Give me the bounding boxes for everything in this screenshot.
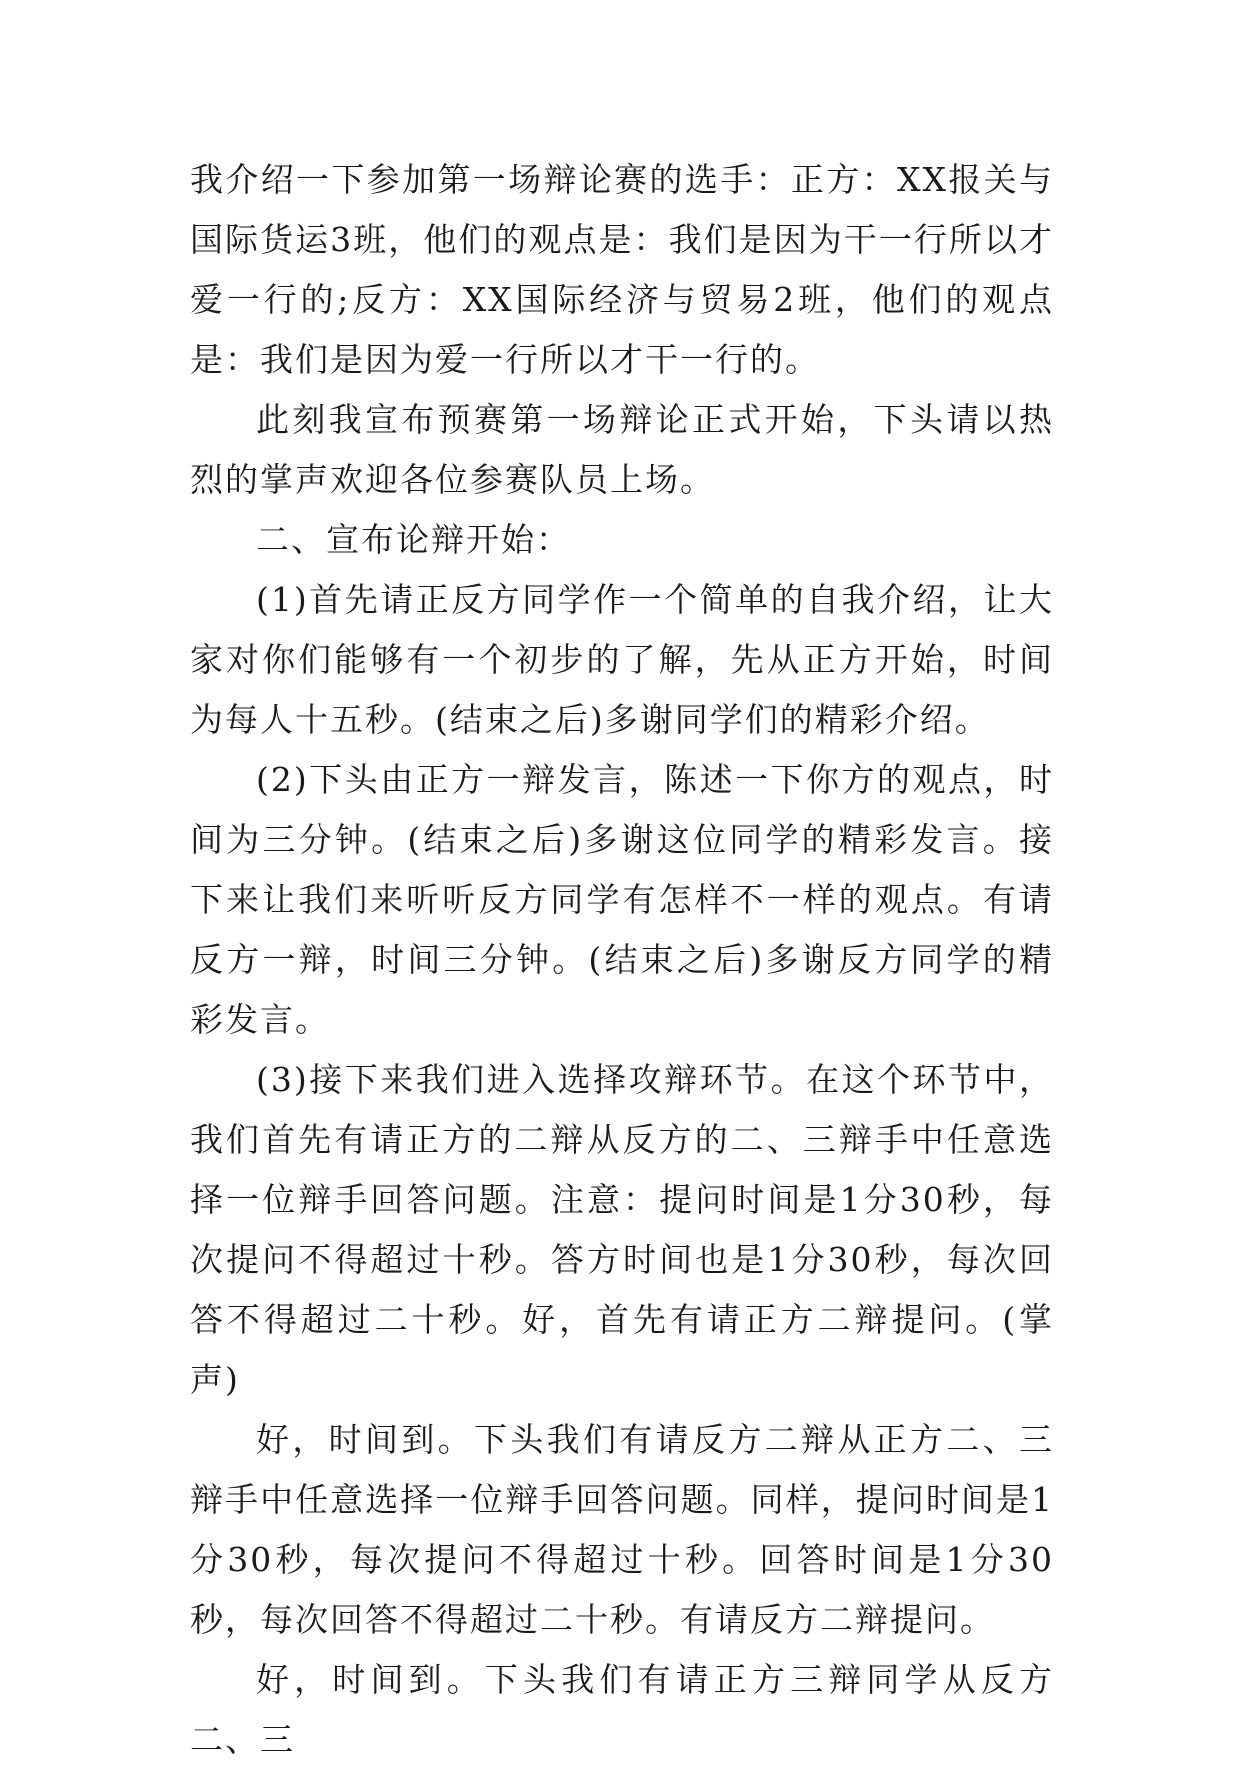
paragraph-4: (1)首先请正反方同学作一个简单的自我介绍，让大家对你们能够有一个初步的了解，先从正方开始，时间为每人十五秒。(结束之后)多谢同学们的精彩介绍。 (190, 580, 1054, 739)
paragraph-8: 好，时间到。下头我们有请正方三辩同学从反方二、三 (190, 1660, 1054, 1759)
paragraph-6: (3)接下来我们进入选择攻辩环节。在这个环节中，我们首先有请正方的二辩从反方的二、三辩手中任意选择一位辩手回答问题。注意：提问时间是1分30秒，每次提问不得超过十秒。答方时间也是1分30秒，每次回答不得超过二十秒。好，首先有请正方二辩提问。(掌声) (190, 1060, 1054, 1399)
document-body (190, 150, 1054, 1770)
paragraph-2: 此刻我宣布预赛第一场辩论正式开始，下头请以热烈的掌声欢迎各位参赛队员上场。 (190, 400, 1054, 499)
paragraph-7: 好，时间到。下头我们有请反方二辩从正方二、三辩手中任意选择一位辩手回答问题。同样，提问时间是1分30秒，每次提问不得超过十秒。回答时间是1分30秒，每次回答不得超过二十秒。有请反方二辩提问。 (190, 1420, 1054, 1639)
paragraph-3: 二、宣布论辩开始： (256, 520, 571, 559)
paragraph-1: 我介绍一下参加第一场辩论赛的选手：正方：XX报关与国际货运3班，他们的观点是：我们是因为干一行所以才爱一行的;反方：XX国际经济与贸易2班，他们的观点是：我们是因为爱一行所以才干一行的。 (190, 160, 1054, 379)
paragraph-5: (2)下头由正方一辩发言，陈述一下你方的观点，时间为三分钟。(结束之后)多谢这位同学的精彩发言。接下来让我们来听听反方同学有怎样不一样的观点。有请反方一辩，时间三分钟。(结束之后)多谢反方同学的精彩发言。 (190, 760, 1054, 1039)
